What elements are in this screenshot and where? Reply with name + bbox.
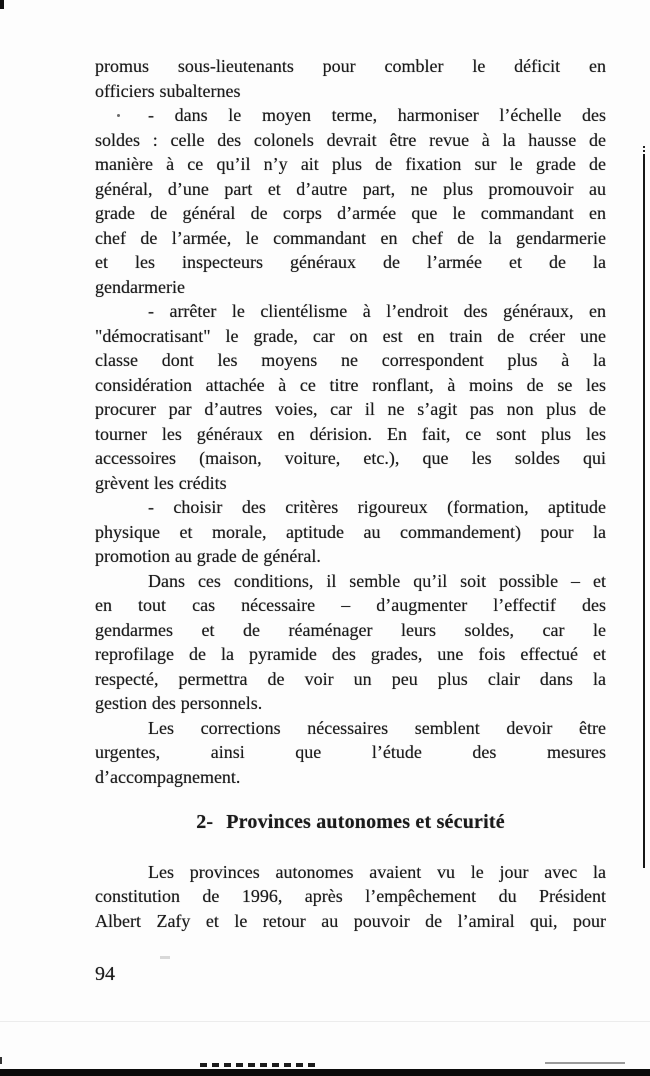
text-line: promus sous-lieutenants pour combler le déficit en [95, 56, 606, 76]
text-line: reprofilage de la pyramide des grades, une fois effectué et [95, 644, 606, 664]
text-line: chef de l’armée, le commandant en chef de la gendarmerie [95, 227, 606, 248]
text-line: manière à ce qu’il n’y ait plus de fixation sur le grade de [95, 154, 606, 174]
text-line: Dans ces conditions, il semble qu’il soit possible – et [148, 570, 606, 591]
scan-artifact-bottom-smudge-right [545, 1062, 625, 1064]
page-number: 94 [95, 963, 115, 985]
text-line: officiers subalternes [95, 80, 241, 101]
text-line: classe dont les moyens ne correspondent plus à la [95, 350, 606, 370]
text-line: respecté, permettra de voir un peu plus clair dans la [95, 668, 606, 689]
text-line: Les corrections nécessaires semblent devoir être [148, 717, 606, 738]
scan-artifact-bottom-bar [0, 1069, 650, 1076]
text-line: "démocratisant" le grade, car on est en train de créer une [95, 325, 606, 346]
text-line: Les provinces autonomes avaient vu le jour avec la [148, 861, 606, 882]
scan-artifact-faint-rule [0, 1021, 650, 1022]
section-heading [95, 810, 606, 835]
scan-artifact-bottom-smudge [200, 1063, 318, 1067]
scan-artifact-left-speck [0, 1057, 2, 1064]
text-line: général, d’une part et d’autre part, ne plus promouvoir au [95, 178, 606, 199]
text-column [95, 54, 606, 933]
scan-artifact-right-line-dots [643, 146, 645, 152]
scan-artifact-faint-dots [160, 956, 170, 959]
text-line: grèvent les crédits [95, 472, 227, 493]
text-line: et les inspecteurs généraux de l’armée et de la [95, 252, 606, 272]
text-line: gendarmerie [95, 276, 185, 297]
text-line: tourner les généraux en dérision. En fait, ce sont plus les [95, 423, 606, 444]
scan-artifact-dot-speck [117, 114, 120, 117]
text-line: promotion au grade de général. [95, 546, 321, 566]
text-line: - choisir des critères rigoureux (formation, aptitude [148, 497, 606, 517]
text-line: soldes : celle des colonels devrait être revue à la hausse de [95, 129, 606, 150]
text-line: considération attachée à ce titre ronflant, à moins de se les [95, 374, 606, 395]
text-line: - arrêter le clientélisme à l’endroit des généraux, en [148, 301, 606, 321]
text-line: - dans le moyen terme, harmoniser l’échelle des [148, 105, 606, 125]
text-line: Albert Zafy et le retour au pouvoir de l’amiral qui, pour [95, 910, 606, 931]
text-line: en tout cas nécessaire – d’augmenter l’effectif des [95, 595, 606, 615]
text-line: constitution de 1996, après l’empêchement du Président [95, 886, 606, 906]
text-line: d’accompagnement. [95, 766, 241, 787]
section-heading-number: 2- [196, 811, 214, 833]
scan-artifact-top-left-mark [0, 0, 4, 9]
text-line: procurer par d’autres voies, car il ne s’agit pas non plus de [95, 399, 606, 419]
text-line: accessoires (maison, voiture, etc.), que les soldes qui [95, 448, 606, 468]
text-line: urgentes, ainsi que l’étude des mesures [95, 742, 606, 762]
text-line: gestion des personnels. [95, 693, 263, 713]
text-line: physique et morale, aptitude au commandement) pour la [95, 521, 606, 542]
text-line: grade de général de corps d’armée que le commandant en [95, 203, 606, 223]
section-heading-title: Provinces autonomes et sécurité [226, 811, 505, 833]
scan-artifact-right-edge-line [643, 154, 645, 868]
text-line: gendarmes et de réaménager leurs soldes, car le [95, 619, 606, 640]
